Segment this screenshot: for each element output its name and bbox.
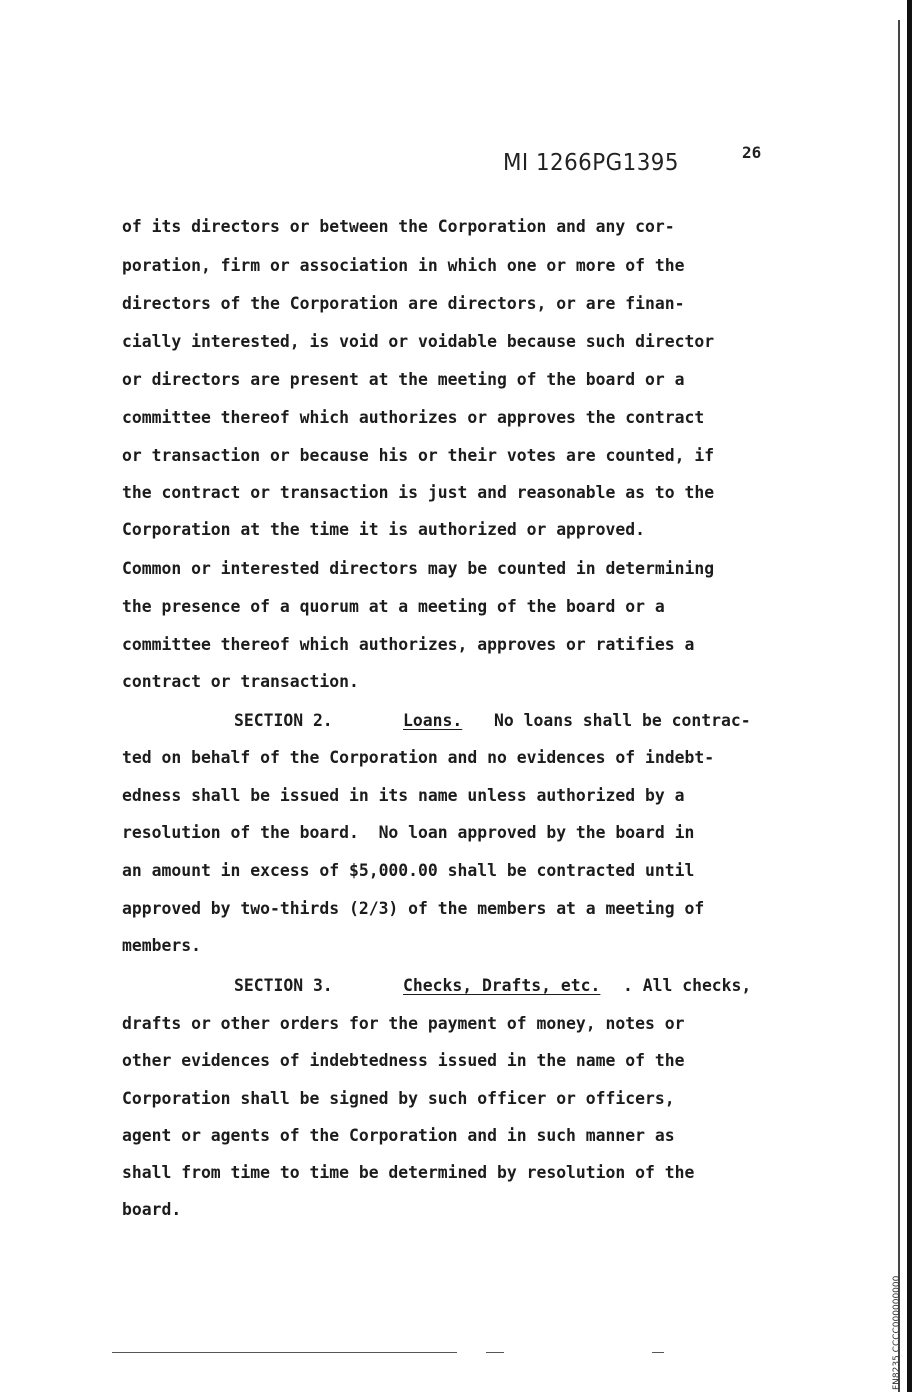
section-2-heading: Loans. — [403, 711, 463, 730]
section-3-first-line: . All checks, — [623, 976, 752, 995]
margin-stamp: FN8235 CCCC000000000 — [892, 1275, 902, 1390]
section-2-first-line: No loans shall be contrac- — [494, 711, 751, 730]
body-line: members. — [122, 936, 201, 955]
body-line: shall from time to time be determined by resolution of the — [122, 1163, 695, 1182]
body-line: agent or agents of the Corporation and in such manner as — [122, 1126, 675, 1145]
body-line: the contract or transaction is just and reasonable as to the — [122, 483, 715, 502]
body-line: of its directors or between the Corporation and any cor- — [122, 217, 675, 236]
body-line: committee thereof which authorizes or approves the contract — [122, 408, 705, 427]
body-line: Corporation at the time it is authorized or approved. — [122, 520, 646, 539]
scan-edge — [907, 0, 912, 1392]
body-line: approved by two-thirds (2/3) of the members at a meeting of — [122, 899, 705, 918]
recording-stamp: MI 1266PG1395 — [503, 150, 679, 176]
body-line: Corporation shall be signed by such officer or officers, — [122, 1089, 675, 1108]
body-line: cially interested, is void or voidable because such director — [122, 332, 715, 351]
body-line: or transaction or because his or their votes are counted, if — [122, 446, 715, 465]
scan-rule — [652, 1352, 664, 1353]
body-line: drafts or other orders for the payment of money, notes or — [122, 1014, 685, 1033]
body-line: other evidences of indebtedness issued in the name of the — [122, 1051, 685, 1070]
body-line: the presence of a quorum at a meeting of the board or a — [122, 597, 665, 616]
body-line: directors of the Corporation are directors, or are finan- — [122, 294, 685, 313]
scan-rule — [486, 1352, 504, 1353]
body-line: resolution of the board. No loan approved by the board in — [122, 823, 695, 842]
body-line: Common or interested directors may be counted in determining — [122, 559, 715, 578]
body-line: board. — [122, 1200, 182, 1219]
section-2-label: SECTION 2. — [234, 711, 333, 730]
scan-edge-line — [898, 20, 900, 1392]
body-line: edness shall be issued in its name unless authorized by a — [122, 786, 685, 805]
scan-rule — [112, 1352, 457, 1353]
body-line: committee thereof which authorizes, approves or ratifies a — [122, 635, 695, 654]
body-line: contract or transaction. — [122, 672, 359, 691]
section-3-heading: Checks, Drafts, etc. — [403, 976, 601, 995]
body-line: or directors are present at the meeting of the board or a — [122, 370, 685, 389]
body-line: an amount in excess of $5,000.00 shall be contracted until — [122, 861, 695, 880]
body-line: ted on behalf of the Corporation and no evidences of indebt- — [122, 748, 715, 767]
body-line: poration, firm or association in which one or more of the — [122, 256, 685, 275]
section-3-label: SECTION 3. — [234, 976, 333, 995]
page-number: 26 — [742, 143, 762, 162]
